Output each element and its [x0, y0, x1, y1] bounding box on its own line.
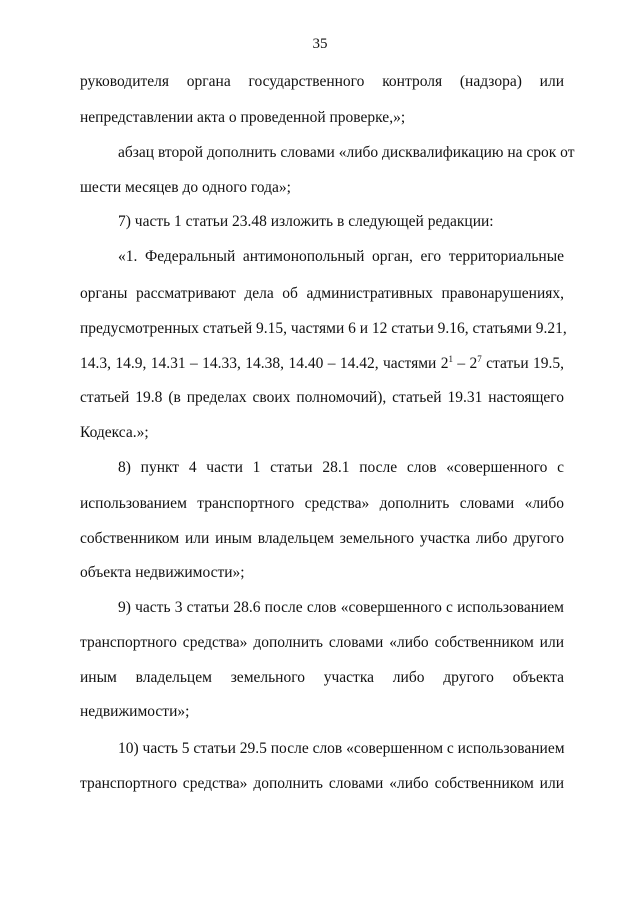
text-line: иным владельцем земельного участка либо другого объекта — [80, 669, 564, 686]
text-line: объекта недвижимости»; — [80, 564, 245, 581]
text-line: 10) часть 5 статьи 29.5 после слов «совершенном с использованием — [118, 740, 565, 757]
text-line: транспортного средства» дополнить словами «либо собственником или — [80, 634, 564, 651]
text-line: использованием транспортного средства» дополнить словами «либо — [80, 495, 564, 512]
text-fragment: – 2 — [452, 355, 478, 372]
text-line: 7) часть 1 статьи 23.48 изложить в следующей редакции: — [118, 213, 494, 230]
superscript: 1 — [448, 353, 453, 364]
text-line: 8) пункт 4 части 1 статьи 28.1 после слов «совершенного с — [118, 459, 564, 476]
page-number: 35 — [312, 36, 328, 52]
superscript: 7 — [477, 353, 482, 364]
text-line: непредставлении акта о проведенной проверке,»; — [80, 109, 406, 126]
text-fragment: 14.3, 14.9, 14.31 – 14.33, 14.38, 14.40 – 14.42, частями 2 — [80, 355, 449, 372]
text-line: руководителя органа государственного контроля (надзора) или — [80, 73, 564, 90]
text-line: шести месяцев до одного года»; — [80, 179, 291, 196]
text-line: транспортного средства» дополнить словами «либо собственником или — [80, 775, 564, 792]
text-line: Кодекса.»; — [80, 424, 149, 441]
text-line: предусмотренных статьей 9.15, частями 6 и 12 статьи 9.16, статьями 9.21, — [80, 320, 567, 337]
text-line: органы рассматривают дела об административных правонарушениях, — [80, 285, 564, 302]
text-line: 9) часть 3 статьи 28.6 после слов «совершенного с использованием — [118, 599, 564, 616]
text-line: собственником или иным владельцем земельного участка либо другого — [80, 530, 564, 547]
text-line: недвижимости»; — [80, 703, 190, 720]
text-line: «1. Федеральный антимонопольный орган, его территориальные — [118, 248, 564, 265]
text-line: статьей 19.8 (в пределах своих полномочий), статьей 19.31 настоящего — [80, 389, 564, 406]
text-fragment: статьи 19.5, — [481, 355, 564, 372]
text-line: абзац второй дополнить словами «либо дисквалификацию на срок от — [118, 144, 575, 161]
text-line-with-superscripts — [80, 354, 564, 374]
